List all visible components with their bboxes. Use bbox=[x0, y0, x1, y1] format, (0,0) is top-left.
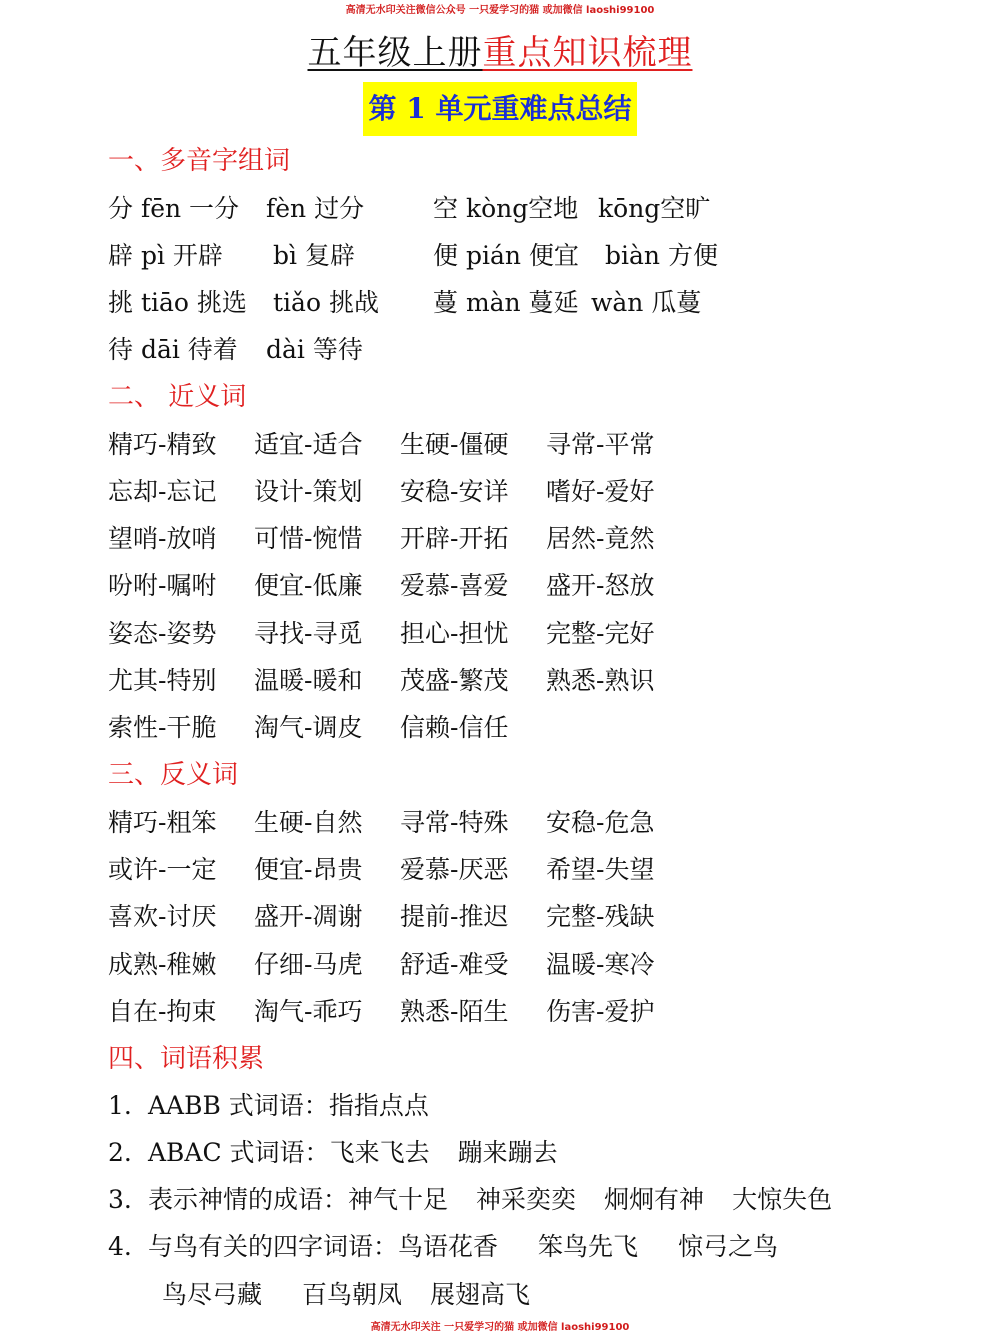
antonym-pair: 自在-拘束 bbox=[108, 997, 217, 1026]
polyphone-entry: wàn 瓜蔓 bbox=[591, 288, 702, 317]
synonym-pair: 精巧-精致 bbox=[108, 430, 217, 459]
vocab-word: 炯炯有神 bbox=[604, 1185, 705, 1214]
synonym-pair: 望哨-放哨 bbox=[108, 524, 217, 553]
antonym-pair: 熟悉-陌生 bbox=[400, 997, 509, 1026]
section-heading-vocabulary: 四、词语积累 bbox=[108, 1044, 265, 1074]
synonym-pair: 安稳-安详 bbox=[400, 477, 509, 506]
vocab-item bbox=[108, 1086, 429, 1126]
antonym-pair: 仔细-马虎 bbox=[254, 950, 363, 979]
antonym-pair: 舒适-难受 bbox=[400, 950, 509, 979]
polyphone-entry: 分 fēn 一分 bbox=[108, 194, 240, 223]
synonym-pair: 适宜-适合 bbox=[254, 430, 363, 459]
synonym-pair: 担心-担忧 bbox=[400, 619, 509, 648]
vocab-word: 指指点点 bbox=[328, 1091, 429, 1120]
antonym-pair: 温暖-寒冷 bbox=[546, 950, 655, 979]
synonym-pair: 温暖-暖和 bbox=[254, 666, 363, 695]
synonym-pair: 忘却-忘记 bbox=[108, 477, 217, 506]
synonym-pair: 便宜-低廉 bbox=[254, 571, 363, 600]
vocab-word: 惊弓之鸟 bbox=[678, 1232, 779, 1261]
synonym-pair: 寻常-平常 bbox=[546, 430, 655, 459]
polyphone-entry: 便 pián 便宜 bbox=[433, 241, 579, 270]
vocab-word: 鸟尽弓藏 bbox=[162, 1280, 263, 1309]
vocab-word: 鸟语花香 bbox=[398, 1232, 499, 1261]
page-title bbox=[0, 30, 1000, 76]
polyphone-entry: 空 kòng空地 bbox=[433, 194, 579, 223]
synonym-pair: 信赖-信任 bbox=[400, 713, 509, 742]
vocab-word: 神采奕奕 bbox=[476, 1185, 577, 1214]
antonym-pair: 便宜-昂贵 bbox=[254, 855, 363, 884]
antonym-pair: 伤害-爱护 bbox=[546, 997, 655, 1026]
vocab-word: 百鸟朝凤 bbox=[302, 1280, 403, 1309]
antonym-pair: 提前-推迟 bbox=[400, 902, 509, 931]
unit-subtitle: 第 1 单元重难点总结 bbox=[363, 82, 638, 136]
synonym-pair: 嗜好-爱好 bbox=[546, 477, 655, 506]
vocab-word: 大惊失色 bbox=[732, 1185, 833, 1214]
antonym-pair: 希望-失望 bbox=[546, 855, 655, 884]
antonym-pair: 盛开-凋谢 bbox=[254, 902, 363, 931]
synonym-pair: 完整-完好 bbox=[546, 619, 655, 648]
polyphone-entry: bì 复辟 bbox=[273, 241, 355, 270]
antonym-pair: 淘气-乖巧 bbox=[254, 997, 363, 1026]
polyphone-entry: 待 dāi 待着 bbox=[108, 335, 238, 364]
title-black: 五年级上册 bbox=[307, 33, 483, 73]
synonym-pair: 淘气-调皮 bbox=[254, 713, 363, 742]
synonym-pair: 吩咐-嘱咐 bbox=[108, 571, 217, 600]
watermark-bottom: 高清无水印关注 一只爱学习的猫 或加微信 laoshi99100 bbox=[370, 1322, 630, 1333]
watermark-top: 高清无水印关注微信公众号 一只爱学习的猫 或加微信 laoshi99100 bbox=[345, 5, 655, 16]
vocab-item-number: 1. bbox=[108, 1091, 132, 1120]
antonym-pair: 寻常-特殊 bbox=[400, 808, 509, 837]
vocab-word: 蹦来蹦去 bbox=[457, 1138, 558, 1167]
synonym-pair: 茂盛-繁茂 bbox=[400, 666, 509, 695]
antonym-pair: 安稳-危急 bbox=[546, 808, 655, 837]
vocab-item-number: 3. bbox=[108, 1185, 132, 1214]
vocab-item bbox=[108, 1133, 558, 1173]
vocab-word: 展翅高飞 bbox=[430, 1280, 531, 1309]
vocab-word: 笨鸟先飞 bbox=[538, 1232, 639, 1261]
synonym-pair: 开辟-开拓 bbox=[400, 524, 509, 553]
synonym-pair: 熟悉-熟识 bbox=[546, 666, 655, 695]
polyphone-entry: 辟 pì 开辟 bbox=[108, 241, 223, 270]
antonym-pair: 喜欢-讨厌 bbox=[108, 902, 217, 931]
synonym-pair: 爱慕-喜爱 bbox=[400, 571, 509, 600]
polyphone-entry: dài 等待 bbox=[266, 335, 363, 364]
antonym-pair: 完整-残缺 bbox=[546, 902, 655, 931]
polyphone-entry: fèn 过分 bbox=[266, 194, 365, 223]
polyphone-entry: biàn 方便 bbox=[605, 241, 718, 270]
polyphone-entry: 蔓 màn 蔓延 bbox=[433, 288, 579, 317]
section-heading-antonyms: 三、反义词 bbox=[108, 760, 239, 790]
synonym-pair: 盛开-怒放 bbox=[546, 571, 655, 600]
title-red: 重点知识梳理 bbox=[482, 33, 693, 73]
antonym-pair: 成熟-稚嫩 bbox=[108, 950, 217, 979]
synonym-pair: 寻找-寻觅 bbox=[254, 619, 363, 648]
vocab-word: 神气十足 bbox=[348, 1185, 449, 1214]
vocab-continuation bbox=[162, 1275, 530, 1315]
vocab-item-label: 与鸟有关的四字词语： bbox=[148, 1232, 399, 1261]
synonym-pair: 生硬-僵硬 bbox=[400, 430, 509, 459]
polyphone-entry: 挑 tiāo 挑选 bbox=[108, 288, 247, 317]
polyphone-entry: kōng空旷 bbox=[598, 194, 711, 223]
antonym-pair: 生硬-自然 bbox=[254, 808, 363, 837]
antonym-pair: 爱慕-厌恶 bbox=[400, 855, 509, 884]
vocab-item-label: ABAC 式词语： bbox=[148, 1138, 330, 1167]
polyphone-entry: tiǎo 挑战 bbox=[273, 288, 379, 317]
section-heading-polyphone: 一、多音字组词 bbox=[108, 146, 291, 176]
synonym-pair: 可惜-惋惜 bbox=[254, 524, 363, 553]
synonym-pair: 尤其-特别 bbox=[108, 666, 217, 695]
vocab-item-number: 4. bbox=[108, 1232, 132, 1261]
synonym-pair: 姿态-姿势 bbox=[108, 619, 217, 648]
section-heading-synonyms: 二、 近义词 bbox=[108, 382, 247, 412]
antonym-pair: 精巧-粗笨 bbox=[108, 808, 217, 837]
vocab-item bbox=[108, 1180, 832, 1220]
synonym-pair: 索性-干脆 bbox=[108, 713, 217, 742]
antonym-pair: 或许-一定 bbox=[108, 855, 217, 884]
synonym-pair: 居然-竟然 bbox=[546, 524, 655, 553]
synonym-pair: 设计-策划 bbox=[254, 477, 363, 506]
vocab-item-label: AABB 式词语： bbox=[148, 1091, 329, 1120]
vocab-item-label: 表示神情的成语： bbox=[148, 1185, 349, 1214]
vocab-item bbox=[108, 1227, 778, 1267]
vocab-item-number: 2. bbox=[108, 1138, 132, 1167]
vocab-word: 飞来飞去 bbox=[329, 1138, 430, 1167]
